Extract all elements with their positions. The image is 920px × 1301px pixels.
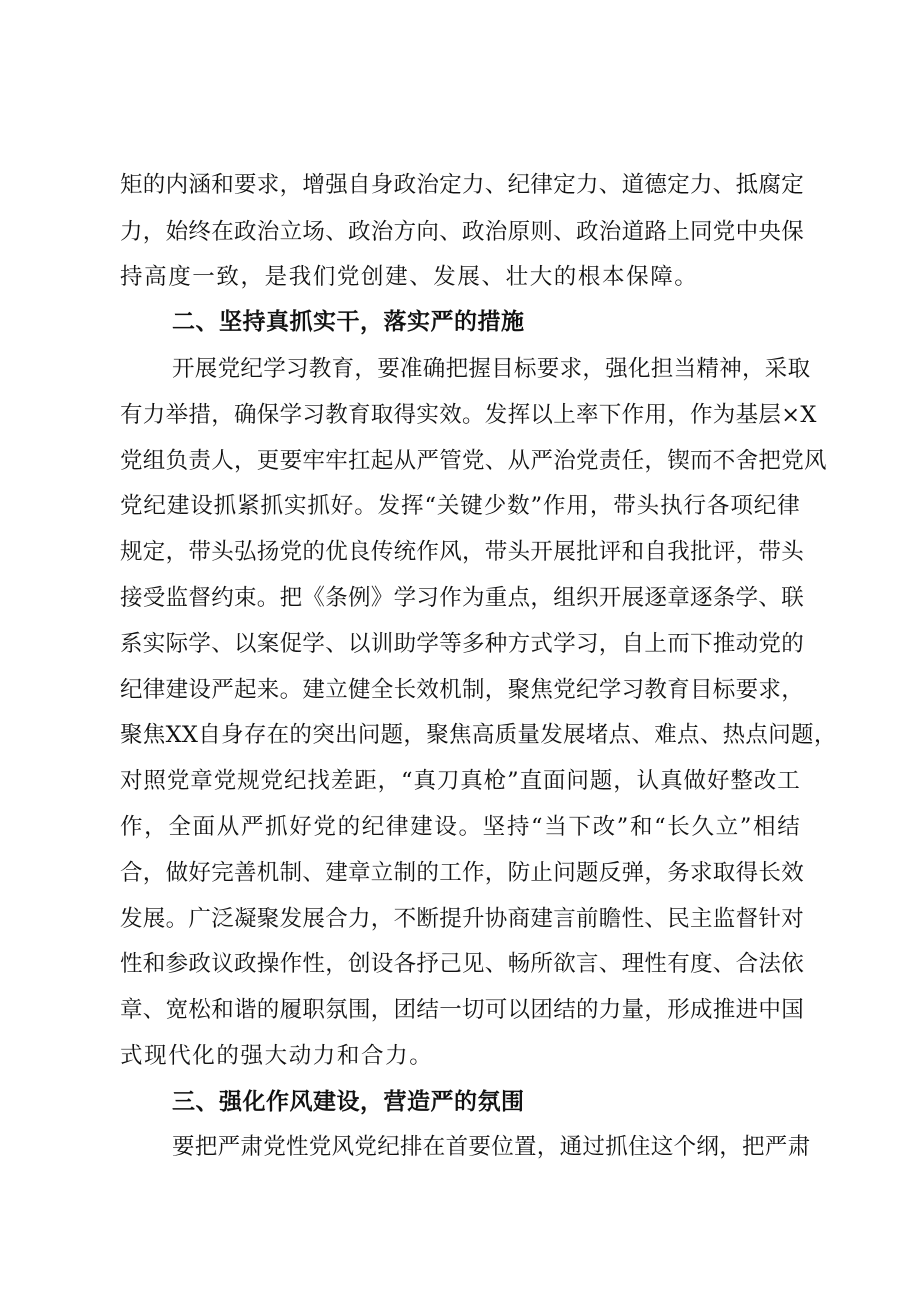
paragraph-line: 党组负责人，更要牢牢扛起从严管党、从严治党责任，锲而不舍把党风: [120, 448, 827, 474]
paragraph-line: 式现代化的强大动力和合力。: [120, 1043, 434, 1069]
paragraph-line: 力，始终在政治立场、政治方向、政治原则、政治道路上同党中央保: [120, 219, 805, 245]
paragraph-line: 作，全面从严抓好党的纪律建设。坚持“当下改”和“长久立”相结: [120, 814, 800, 840]
paragraph-line: 合，做好完善机制、建章立制的工作，防止问题反弹，务求取得长效: [120, 860, 805, 886]
paragraph-line: 章、宽松和谐的履职氛围，团结一切可以团结的力量，形成推进中国: [120, 997, 805, 1023]
paragraph-line: 聚焦XX自身存在的突出问题，聚焦高质量发展堵点、难点、热点问题，: [120, 722, 837, 748]
paragraph-line: 规定，带头弘扬党的优良传统作风，带头开展批评和自我批评，带头: [120, 539, 805, 565]
paragraph-line: 接受监督约束。把《条例》学习作为重点，组织开展逐章逐条学、联: [120, 585, 805, 611]
paragraph-line: 性和参政议政操作性，创设各抒己见、畅所欲言、理性有度、合法依: [120, 951, 805, 977]
paragraph-line: 矩的内涵和要求，增强自身政治定力、纪律定力、道德定力、抵腐定: [120, 172, 805, 198]
section-heading-2: 二、坚持真抓实干，落实严的措施: [172, 309, 525, 335]
paragraph-line: 开展党纪学习教育，要准确把握目标要求，强化担当精神，采取: [172, 356, 811, 382]
paragraph-line: 党纪建设抓紧抓实抓好。发挥“关键少数”作用，带头执行各项纪律: [120, 493, 800, 519]
section-heading-3: 三、强化作风建设，营造严的氛围: [172, 1089, 525, 1115]
paragraph-line: 对照党章党规党纪找差距，“真刀真枪”直面问题，认真做好整改工: [120, 768, 800, 794]
paragraph-line: 持高度一致，是我们党创建、发展、壮大的根本保障。: [120, 264, 699, 290]
paragraph-line: 纪律建设严起来。建立健全长效机制，聚焦党纪学习教育目标要求，: [120, 677, 805, 703]
paragraph-line: 要把严肃党性党风党纪排在首要位置，通过抓住这个纲，把严肃: [172, 1134, 811, 1160]
paragraph-line: 有力举措，确保学习教育取得实效。发挥以上率下作用，作为基层×X: [120, 402, 817, 428]
paragraph-line: 系实际学、以案促学、以训助学等多种方式学习，自上而下推动党的: [120, 631, 805, 657]
paragraph-line: 发展。广泛凝聚发展合力，不断提升协商建言前瞻性、民主监督针对: [120, 906, 805, 932]
